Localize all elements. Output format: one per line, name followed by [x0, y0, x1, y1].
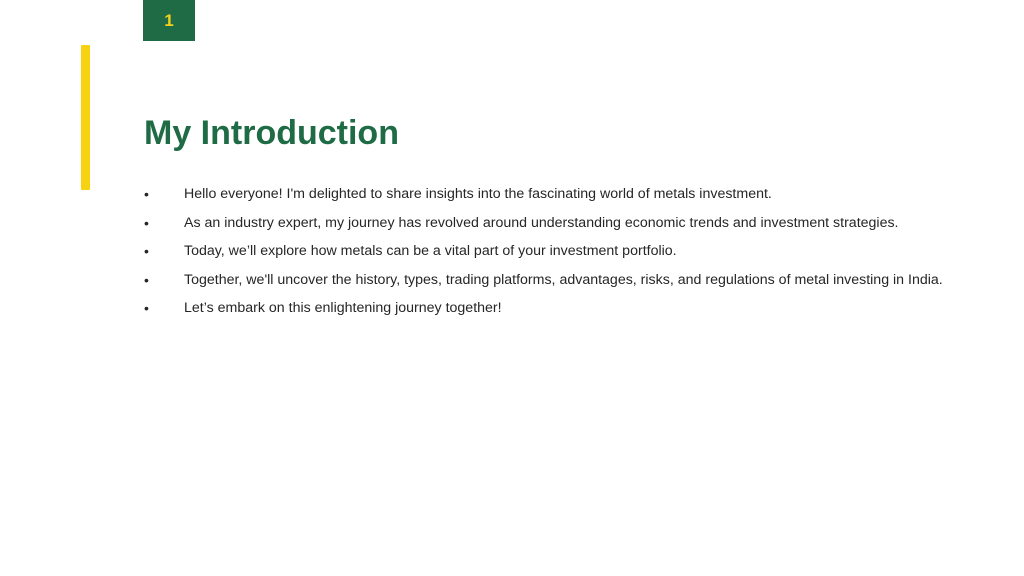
page-number-badge	[143, 0, 195, 41]
bullet-item	[144, 237, 944, 266]
bullet-text: Let’s embark on this enlightening journey together!	[184, 300, 502, 316]
bullet-text: As an industry expert, my journey has revolved around understanding economic trends and investment strategies.	[184, 214, 899, 231]
bullet-item	[144, 294, 944, 323]
bullet-icon: •	[144, 271, 149, 288]
bullet-icon: •	[144, 186, 149, 202]
bullet-list	[144, 180, 944, 323]
slide-title: My Introduction	[144, 114, 399, 152]
bullet-icon: •	[144, 214, 149, 231]
bullet-item	[144, 266, 944, 295]
bullet-text: Today, we’ll explore how metals can be a vital part of your investment portfolio.	[184, 243, 677, 259]
bullet-icon: •	[144, 300, 149, 316]
bullet-icon: •	[144, 243, 149, 259]
accent-bar	[81, 45, 90, 190]
bullet-text: Together, we'll uncover the history, types, trading platforms, advantages, risks, and regulations of metal investing in India.	[184, 271, 943, 288]
page-number: 1	[164, 11, 174, 30]
bullet-item	[144, 209, 944, 238]
bullet-item	[144, 180, 944, 209]
bullet-text: Hello everyone! I'm delighted to share insights into the fascinating world of metals investment.	[184, 186, 772, 202]
